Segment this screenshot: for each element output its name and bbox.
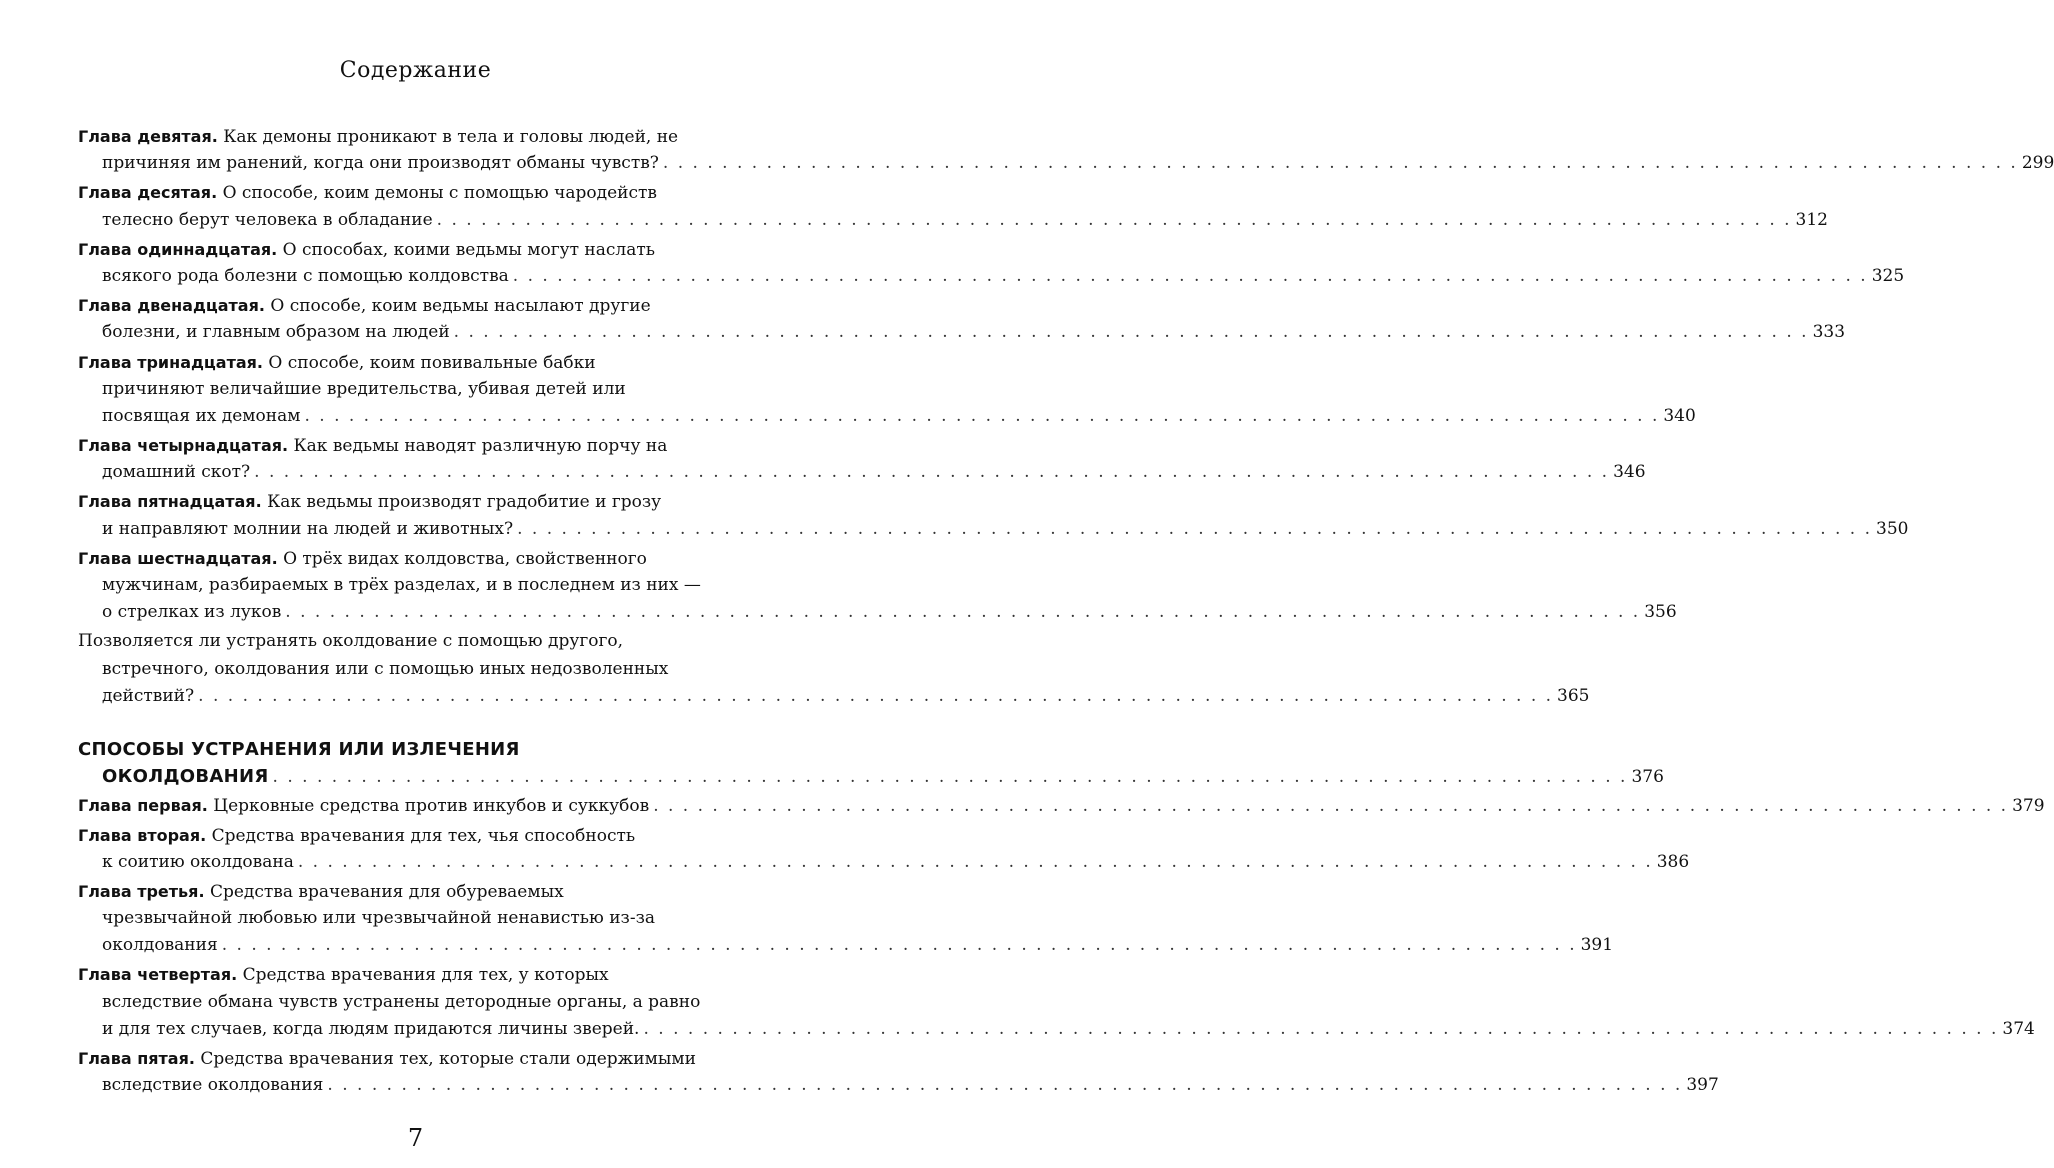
- toc-entry-text: [102, 207, 433, 234]
- section-heading-text: ОКОЛДОВАНИЯ: [102, 766, 269, 788]
- toc-page-number: 379: [2012, 796, 2045, 817]
- toc-page-number: 350: [1876, 518, 1909, 539]
- toc-entry-text: [102, 992, 700, 1012]
- dot-leader: [454, 319, 1809, 346]
- toc-entry-line-text: чрезвычайной любовью или чрезвычайной ненавистью из-за: [102, 908, 655, 929]
- chapter-label: Глава шестнадцатая.: [78, 548, 278, 568]
- toc-entry-line: [78, 1072, 1719, 1099]
- toc-entry-line: [78, 878, 710, 905]
- toc-entry-line-text: Как ведьмы производят градобитие и грозу: [267, 492, 662, 513]
- dot-leader: [653, 793, 2008, 820]
- section-heading-line: [78, 736, 710, 763]
- table-of-contents: [78, 123, 2054, 1101]
- chapter-label: Глава первая.: [78, 796, 208, 816]
- dot-leader: [285, 599, 1640, 626]
- page-title: Содержание: [339, 58, 492, 83]
- toc-entry-text: [78, 826, 635, 846]
- section-heading-line: [78, 763, 1664, 790]
- dot-leader: [643, 1016, 1998, 1043]
- toc-entry-line: [78, 822, 710, 849]
- chapter-label: Глава десятая.: [78, 183, 218, 203]
- toc-entry-line-text: Как ведьмы наводят различную порчу на: [293, 436, 668, 457]
- toc-page-number: 346: [1613, 462, 1646, 483]
- toc-entry-text: [78, 127, 678, 147]
- toc-entry-line: [78, 403, 1696, 430]
- toc-entry-text: [102, 379, 626, 399]
- toc-entry[interactable]: [78, 1045, 1719, 1099]
- toc-entry-line: [78, 961, 710, 988]
- dot-leader: [437, 207, 1792, 234]
- toc-entry-text: [78, 492, 661, 512]
- toc-entry[interactable]: [78, 179, 1828, 233]
- toc-entry-line-text: к соитию околдована: [102, 851, 294, 872]
- toc-page-number: 386: [1656, 851, 1690, 872]
- toc-page-number: 376: [1631, 767, 1664, 788]
- toc-entry-text: [78, 436, 667, 456]
- toc-entry-line-text: причиняя им ранений, когда они производят обманы чувств?: [102, 153, 659, 174]
- dot-leader: [327, 1072, 1682, 1099]
- toc-entry-line: [78, 1045, 710, 1072]
- dot-leader: [304, 403, 1659, 430]
- toc-entry-line: [78, 599, 1677, 626]
- toc-entry-text: [78, 631, 623, 651]
- toc-entry-text: [78, 240, 655, 260]
- toc-page-number: 397: [1686, 1075, 1719, 1096]
- toc-entry-text: [102, 516, 513, 543]
- chapter-label: Глава двенадцатая.: [78, 296, 265, 316]
- toc-entry-line: [78, 1016, 2035, 1043]
- toc-page-number: 340: [1663, 405, 1696, 426]
- toc-entry-line-text: и для тех случаев, когда людям придаются личины зверей.: [102, 1018, 640, 1039]
- toc-entry-line-text: О трёх видах колдовства, свойственного: [283, 548, 647, 569]
- toc-entry-line: [78, 319, 1846, 346]
- toc-page-number: 333: [1812, 322, 1846, 343]
- toc-entry-line: [78, 349, 710, 376]
- toc-entry-line: [78, 376, 710, 403]
- toc-entry-text: [78, 792, 649, 820]
- toc-page-number: 312: [1795, 209, 1828, 230]
- toc-entry-text: [102, 263, 509, 290]
- toc-entry-line: [78, 989, 710, 1016]
- chapter-label: Глава девятая.: [78, 127, 218, 146]
- toc-entry-line-text: посвящая их демонам: [102, 405, 301, 426]
- toc-page-number: 356: [1644, 602, 1677, 623]
- dot-leader: [513, 263, 1868, 290]
- chapter-label: Глава четвертая.: [78, 965, 238, 985]
- toc-entry[interactable]: [78, 488, 1909, 542]
- toc-entry-line: [78, 545, 710, 572]
- toc-entry-text: [78, 296, 651, 316]
- toc-entry-line-text: околдования: [102, 935, 218, 956]
- dot-leader: [273, 764, 1628, 791]
- toc-entry-text: [102, 403, 300, 430]
- toc-entry[interactable]: [78, 878, 1614, 960]
- page-number: 7: [407, 1124, 424, 1152]
- section-heading-entry[interactable]: [78, 736, 1664, 790]
- toc-entry-line-text: вследствие околдования: [102, 1075, 324, 1096]
- toc-entry-text: [102, 599, 281, 626]
- toc-entry-line: [78, 459, 1646, 486]
- toc-entry-line-text: Церковные средства против инкубов и суккубов: [213, 796, 650, 817]
- toc-entry-text: [78, 183, 657, 203]
- toc-entry-text: [102, 459, 250, 486]
- toc-entry-text: [78, 1049, 696, 1069]
- toc-entry-line: [78, 263, 1905, 290]
- toc-entry-line-text: причиняют величайшие вредительства, убивая детей или: [102, 378, 626, 399]
- toc-entry-line: [78, 123, 710, 150]
- toc-entry-line-text: Средства врачевания тех, которые стали одержимыми: [200, 1049, 696, 1069]
- toc-entry-line: [78, 905, 710, 932]
- toc-entry-line-text: О способе, коим демоны с помощью чародейств: [222, 183, 657, 204]
- toc-entry-line: [78, 849, 1690, 876]
- toc-entry[interactable]: [78, 628, 1590, 710]
- chapter-label: Глава четырнадцатая.: [78, 436, 289, 456]
- chapter-label: Глава тринадцатая.: [78, 352, 263, 372]
- toc-entry-text: [102, 849, 294, 876]
- toc-entry-text: [102, 1072, 323, 1099]
- toc-entry[interactable]: [78, 292, 1846, 346]
- toc-entry-line: [78, 572, 710, 599]
- toc-entry-line-text: болезни, и главным образом на людей: [102, 322, 450, 343]
- toc-entry-text: [78, 882, 564, 902]
- toc-entry-text: [102, 683, 194, 710]
- toc-entry-line: [78, 683, 1590, 710]
- toc-entry-line-text: О способах, коими ведьмы могут наслать: [282, 239, 656, 260]
- toc-entry-text: [78, 965, 609, 985]
- toc-entry-line-text: действий?: [102, 685, 195, 706]
- toc-entry-text: [102, 659, 668, 679]
- toc-entry-line: [78, 792, 2045, 819]
- toc-entry-line-text: домашний скот?: [102, 462, 251, 483]
- toc-entry-line-text: Средства врачевания для тех, чья способность: [211, 825, 636, 846]
- toc-entry[interactable]: [78, 545, 1677, 627]
- toc-entry[interactable]: [78, 123, 2054, 177]
- dot-leader: [254, 459, 1609, 486]
- chapter-label: Глава пятая.: [78, 1049, 195, 1068]
- toc-page-number: 365: [1557, 685, 1590, 706]
- dot-leader: [222, 932, 1577, 959]
- toc-entry-text: [102, 150, 659, 177]
- toc-entry[interactable]: [78, 792, 2045, 819]
- toc-entry-line-text: О способе, коим повивальные бабки: [268, 352, 596, 373]
- toc-entry-line-text: о стрелках из луков: [102, 602, 282, 623]
- dot-leader: [663, 150, 2018, 177]
- section-heading-text: СПОСОБЫ УСТРАНЕНИЯ ИЛИ ИЗЛЕЧЕНИЯ: [78, 738, 520, 760]
- toc-entry-line-text: встречного, околдования или с помощью иных недозволенных: [102, 658, 669, 679]
- toc-entry-line: [78, 179, 710, 206]
- toc-entry-line: [78, 516, 1909, 543]
- toc-entry-text: [102, 319, 450, 346]
- toc-entry-line: [78, 628, 710, 655]
- toc-entry-line-text: Средства врачевания для тех, у которых: [242, 965, 609, 986]
- toc-entry-text: [102, 908, 655, 928]
- toc-entry-line: [78, 932, 1614, 959]
- chapter-label: Глава пятнадцатая.: [78, 492, 262, 512]
- toc-entry-line-text: О способе, коим ведьмы насылают другие: [270, 296, 651, 317]
- toc-entry[interactable]: [78, 432, 1646, 486]
- toc-entry-text: [102, 575, 701, 595]
- toc-entry-line-text: Как демоны проникают в тела и головы людей, не: [223, 127, 679, 147]
- chapter-label: Глава одиннадцатая.: [78, 239, 278, 259]
- toc-entry-line: [78, 207, 1828, 234]
- toc-entry-text: [78, 353, 596, 373]
- dot-leader: [298, 849, 1653, 876]
- toc-entry-line: [78, 292, 710, 319]
- toc-page-number: 391: [1580, 935, 1614, 956]
- toc-entry-line: [78, 432, 710, 459]
- toc-entry-line-text: и направляют молнии на людей и животных?: [102, 518, 514, 539]
- toc-entry-line-text: мужчинам, разбираемых в трёх разделах, и в последнем из них —: [102, 575, 701, 595]
- chapter-label: Глава третья.: [78, 881, 205, 901]
- toc-entry-line-text: телесно берут человека в обладание: [102, 209, 433, 230]
- toc-entry-line: [78, 656, 710, 683]
- dot-leader: [517, 516, 1872, 543]
- toc-entry-line-text: всякого рода болезни с помощью колдовства: [102, 265, 509, 286]
- toc-entry-line: [78, 236, 710, 263]
- toc-entry[interactable]: [78, 961, 2035, 1043]
- section-gap: [78, 712, 710, 736]
- toc-entry-text: [102, 932, 218, 959]
- toc-entry[interactable]: [78, 822, 1690, 876]
- toc-entry-line: [78, 488, 710, 515]
- toc-page-number: 299: [2021, 153, 2054, 174]
- chapter-label: Глава вторая.: [78, 825, 207, 845]
- toc-entry-text: [78, 549, 647, 569]
- toc-entry-line-text: Позволяется ли устранять околдование с помощью другого,: [78, 631, 624, 652]
- toc-entry[interactable]: [78, 236, 1905, 290]
- toc-page-number: 325: [1871, 265, 1905, 286]
- toc-entry-line-text: вследствие обмана чувств устранены детородные органы, а равно: [102, 991, 701, 1012]
- toc-page-number: 374: [2002, 1018, 2035, 1039]
- toc-entry-text: [102, 1016, 639, 1043]
- toc-entry-line-text: Средства врачевания для обуреваемых: [209, 881, 564, 902]
- dot-leader: [198, 683, 1553, 710]
- toc-entry-line: [78, 150, 2054, 177]
- toc-entry[interactable]: [78, 349, 1696, 431]
